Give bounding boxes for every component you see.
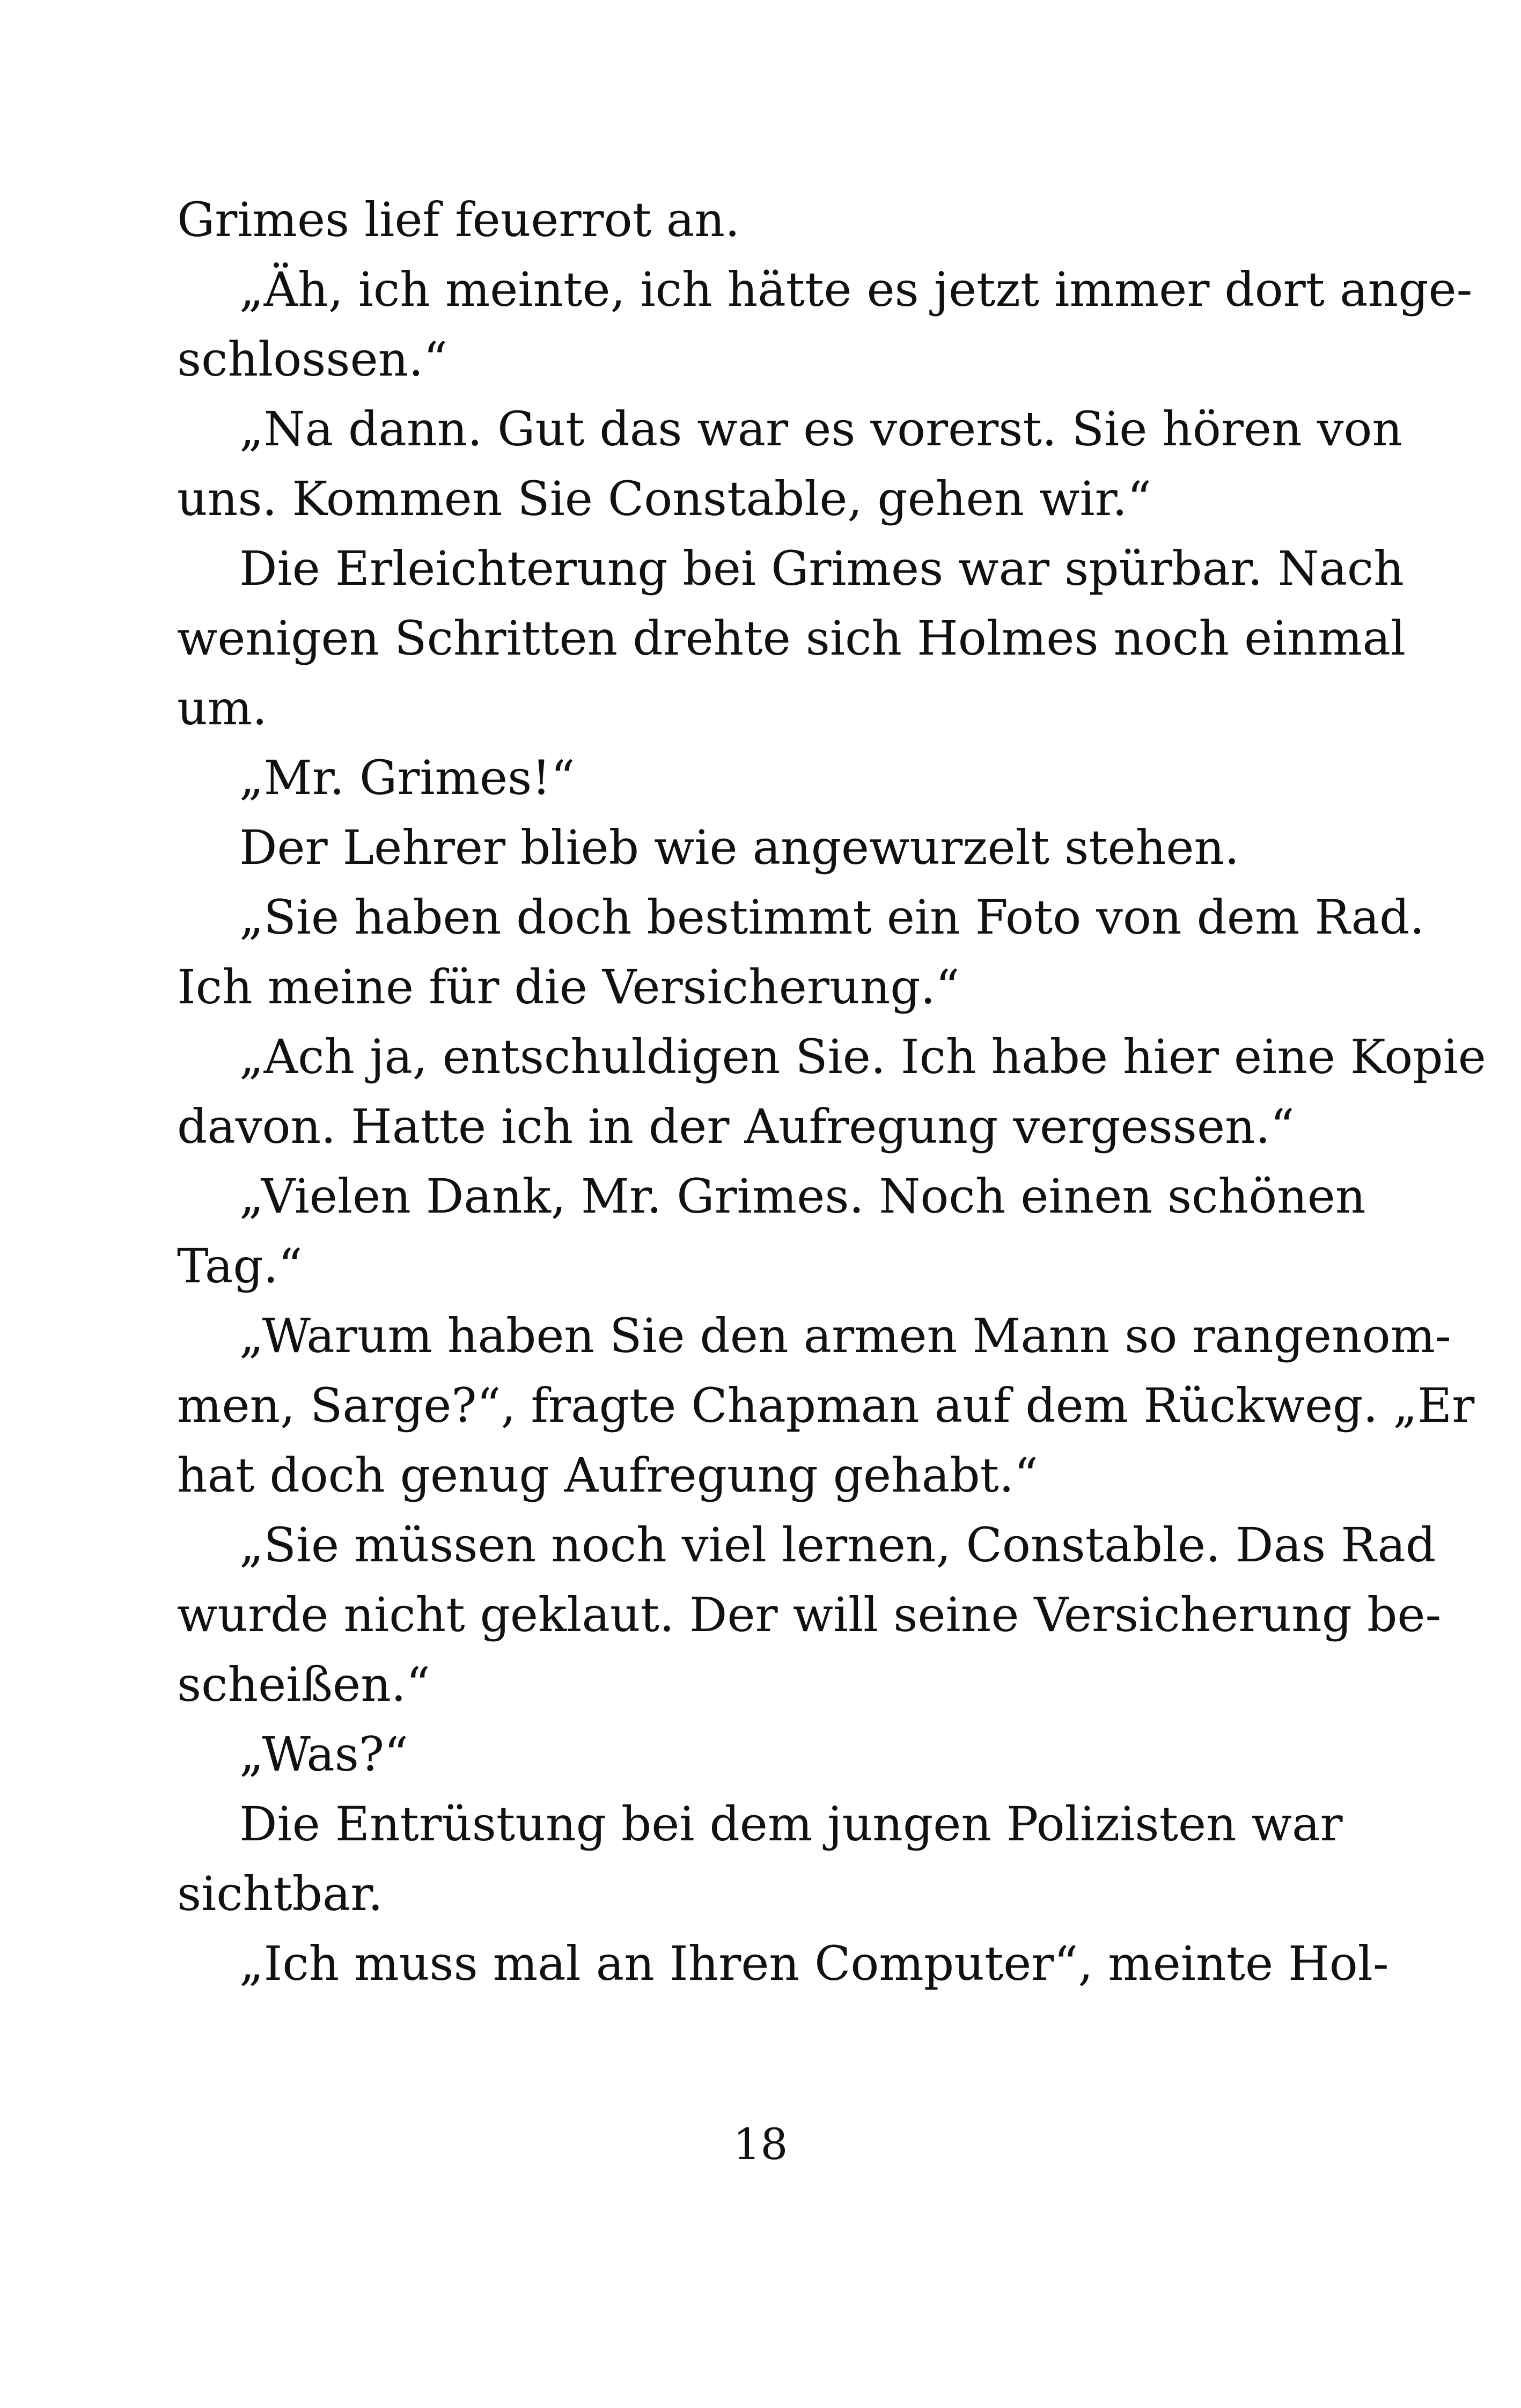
- text-line: men, Sarge?“, fragte Chapman auf dem Rückweg. „Er: [177, 1378, 1475, 1433]
- text-line: „Mr. Grimes!“: [239, 750, 575, 805]
- text-line: schlossen.“: [177, 332, 448, 387]
- body-text: [177, 185, 1486, 1999]
- text-line: „Ach ja, entschuldigen Sie. Ich habe hier eine Kopie: [239, 1029, 1486, 1084]
- text-line: sichtbar.: [177, 1866, 383, 1921]
- text-line: wurde nicht geklaut. Der will seine Versicherung be-: [177, 1587, 1442, 1642]
- text-line: „Ich muss mal an Ihren Computer“, meinte Hol-: [239, 1936, 1389, 1991]
- text-line: „Na dann. Gut das war es vorerst. Sie hören von: [239, 401, 1403, 457]
- text-line: Ich meine für die Versicherung.“: [177, 959, 960, 1015]
- text-line: „Sie haben doch bestimmt ein Foto von dem Rad.: [239, 890, 1425, 945]
- text-line: „Äh, ich meinte, ich hätte es jetzt immer dort ange-: [239, 262, 1473, 317]
- text-line: davon. Hatte ich in der Aufregung vergessen.“: [177, 1099, 1295, 1154]
- text-line: „Warum haben Sie den armen Mann so rangenom-: [239, 1308, 1451, 1363]
- text-line: „Was?“: [239, 1727, 409, 1782]
- text-line: „Vielen Dank, Mr. Grimes. Noch einen schönen: [239, 1169, 1366, 1224]
- text-line: scheißen.“: [177, 1657, 430, 1712]
- text-line: uns. Kommen Sie Constable, gehen wir.“: [177, 471, 1152, 526]
- text-line: Die Erleichterung bei Grimes war spürbar. Nach: [239, 541, 1404, 596]
- text-line: hat doch genug Aufregung gehabt.“: [177, 1448, 1038, 1503]
- text-line: Der Lehrer blieb wie angewurzelt stehen.: [239, 820, 1240, 875]
- text-line: Grimes lief feuerrot an.: [177, 192, 740, 247]
- page-number: 18: [733, 2119, 788, 2169]
- text-line: Tag.“: [177, 1238, 303, 1294]
- text-line: um.: [177, 680, 268, 736]
- text-line: Die Entrüstung bei dem jungen Polizisten war: [239, 1796, 1343, 1852]
- text-line: wenigen Schritten drehte sich Holmes noch einmal: [177, 611, 1406, 666]
- text-line: „Sie müssen noch viel lernen, Constable. Das Rad: [239, 1517, 1436, 1573]
